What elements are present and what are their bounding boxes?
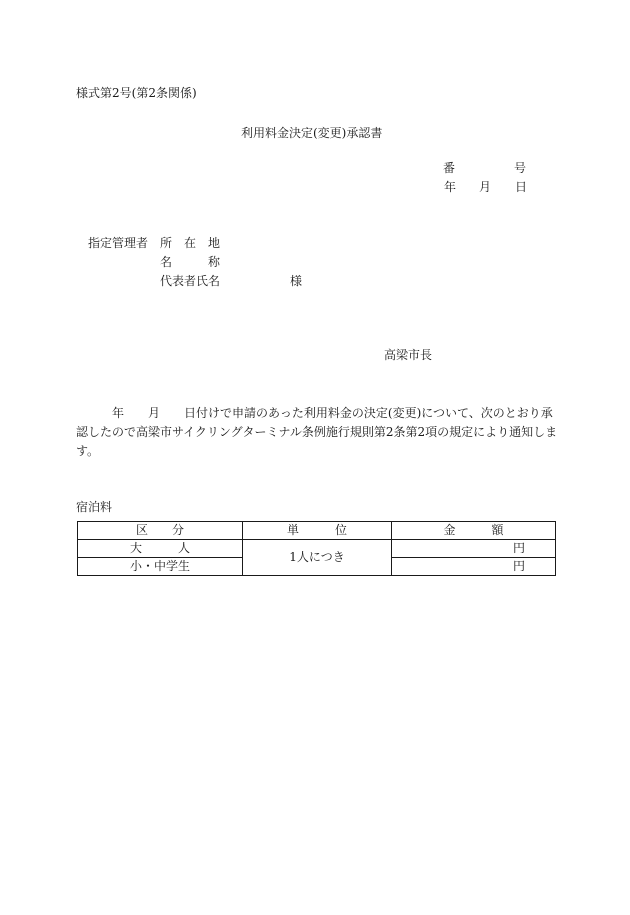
number-suffix: 号 (514, 161, 527, 175)
table-row (78, 540, 556, 558)
header-category: 区 分 (78, 522, 243, 540)
document-title: 利用料金決定(変更)承認書 (241, 126, 383, 140)
addressee-role: 指定管理者 (88, 236, 149, 250)
table-header-row (78, 522, 556, 540)
form-number: 様式第2号(第2条関係) (76, 86, 197, 100)
header-unit: 単 位 (243, 522, 392, 540)
row-amount: 円 (392, 558, 556, 576)
fee-table (77, 521, 556, 576)
body-year: 年 (112, 406, 125, 420)
number-label: 番 (443, 161, 456, 175)
name-label: 名 称 (160, 255, 221, 269)
notice-body (76, 404, 561, 461)
issuer: 高梁市長 (384, 348, 433, 362)
row-category: 小・中学生 (78, 558, 243, 576)
section-label: 宿泊料 (76, 500, 113, 514)
date-month: 月 (479, 180, 492, 194)
unit-cell: 1人につき (243, 540, 392, 576)
row-amount: 円 (392, 540, 556, 558)
row-category: 大 人 (78, 540, 243, 558)
date-day: 日 (515, 180, 528, 194)
representative-label: 代表者氏名 (160, 274, 221, 288)
date-year: 年 (444, 180, 457, 194)
body-text-continued: 認したので高梁市サイクリングターミナル条例施行規則第2条第2項の規定により通知します。 (76, 425, 558, 458)
address-label: 所 在 地 (160, 236, 221, 250)
body-month: 月 (148, 406, 161, 420)
body-text: 日付けで申請のあった利用料金の決定(変更)について、次のとおり承 (184, 406, 553, 420)
honorific: 様 (290, 274, 303, 288)
header-amount: 金 額 (392, 522, 556, 540)
